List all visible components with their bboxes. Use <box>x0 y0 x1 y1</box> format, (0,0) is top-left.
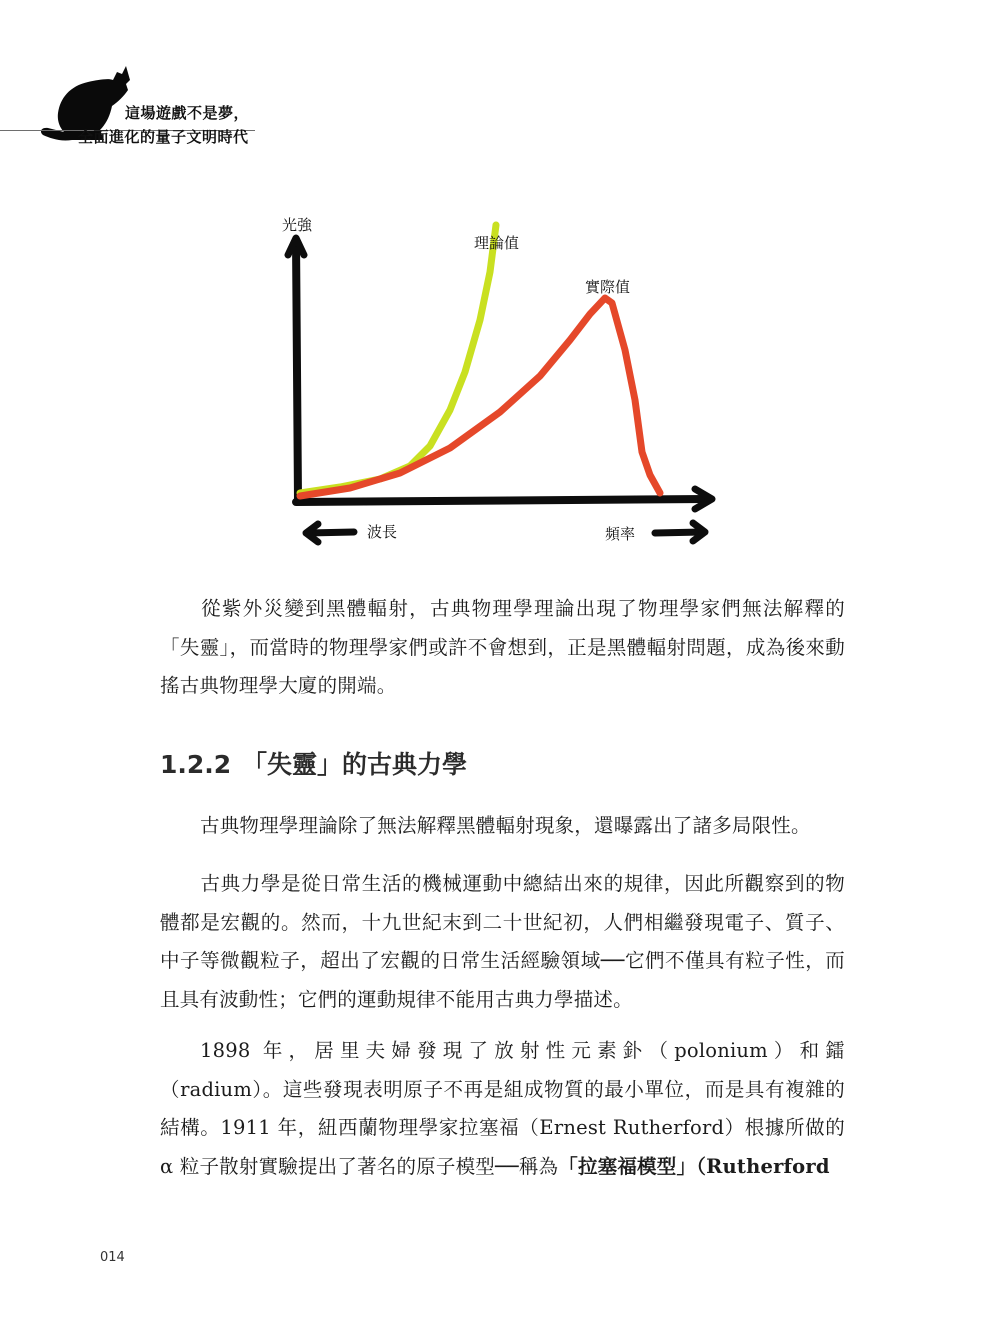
running-header <box>0 50 300 150</box>
x-axis <box>296 499 708 502</box>
paragraph-1-text: 從紫外災變到黑體輻射，古典物理學理論出現了物理學家們無法解釋的「失靈」，而當時的物理學家們或許不會想到，正是黑體輻射問題，成為後來動搖古典物理學大廈的開端。 <box>160 597 845 697</box>
page-number: 014 <box>100 1250 125 1265</box>
section-number: 1.2.2 <box>160 750 232 779</box>
paragraph-4 <box>160 1032 845 1186</box>
book-title-line1: 這場遊戲不是夢， <box>125 104 250 122</box>
frequency-label: 頻率 <box>605 525 636 543</box>
blackbody-radiation-figure <box>270 200 730 560</box>
frequency-arrow-icon <box>655 532 702 533</box>
rutherford-model-term: 「拉塞福模型」（Rutherford <box>558 1154 830 1178</box>
theory-curve <box>300 225 496 493</box>
theory-label: 理論值 <box>474 234 520 252</box>
paragraph-2 <box>160 807 845 846</box>
figure-canvas <box>270 200 730 560</box>
book-title-line2: 全面進化的量子文明時代 <box>78 128 249 146</box>
section-title: 「失靈」的古典力學 <box>242 750 468 779</box>
wavelength-label: 波長 <box>367 523 398 541</box>
actual-label: 實際值 <box>585 278 631 296</box>
paragraph-3-text: 古典力學是從日常生活的機械運動中總結出來的規律，因此所觀察到的物體都是宏觀的。然而，十九世紀末到二十世紀初，人們相繼發現電子、質子、中子等微觀粒子，超出了宏觀的日常生活經驗領域──它們不僅具有粒子性，而且具有波動性；它們的運動規律不能用古典力學描述。 <box>160 872 845 1011</box>
paragraph-1 <box>160 590 845 706</box>
paragraph-2-text: 古典物理學理論除了無法解釋黑體輻射現象，還曝露出了諸多局限性。 <box>200 814 811 837</box>
paragraph-4-text: 1898 年，居里夫婦發現了放射性元素釙（polonium）和鐳（radium）。這些發現表明原子不再是組成物質的最小單位，而是具有複雜的結構。1911 年，紐西蘭物理學家拉塞福（Ernest Rutherford）根據所做的 α 粒子散射實驗提出了著名的原子模型──稱為 <box>160 1039 845 1178</box>
y-axis <box>296 240 298 500</box>
wavelength-arrow-icon <box>308 532 354 533</box>
paragraph-3 <box>160 865 845 1019</box>
y-axis-label: 光強 <box>282 216 313 234</box>
section-heading <box>160 745 467 781</box>
